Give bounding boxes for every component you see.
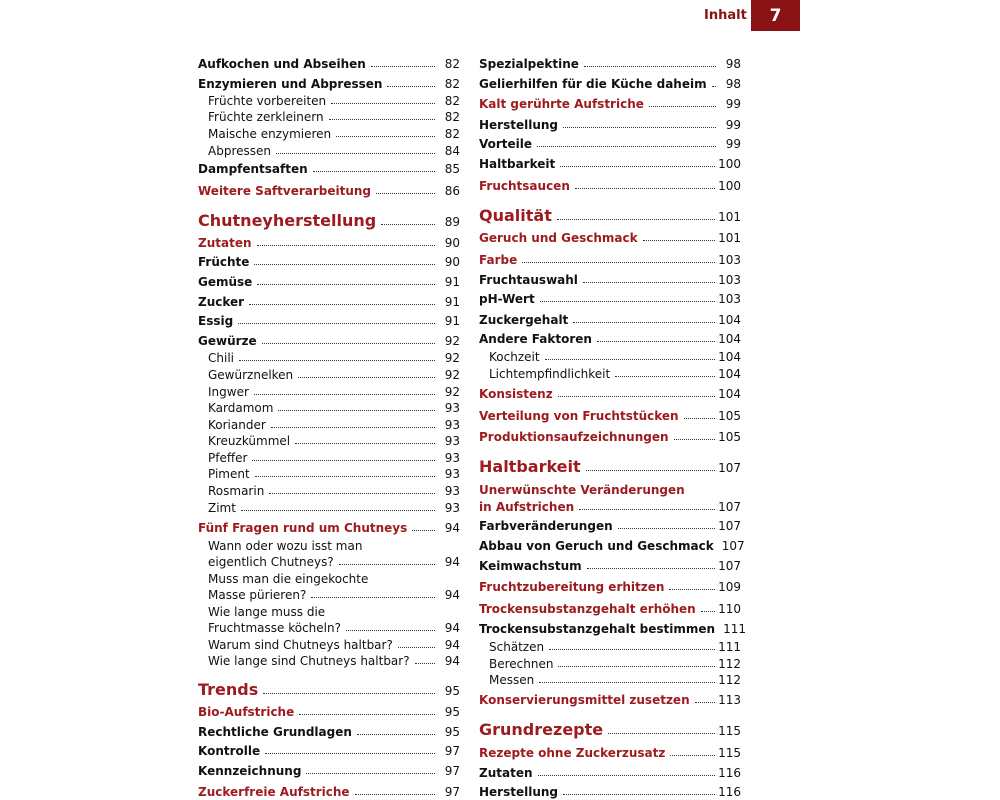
dot-leader	[540, 301, 715, 302]
toc-entry-title: Messen	[489, 673, 535, 687]
toc-entry-page: 100	[718, 157, 741, 171]
toc-entry-page: 94	[444, 638, 460, 652]
toc-entry-page: 95	[444, 725, 460, 739]
toc-entry-page: 93	[444, 418, 460, 432]
dot-leader	[545, 359, 716, 360]
dot-leader	[608, 733, 715, 734]
toc-entry-fruchtsaucen	[479, 180, 741, 192]
toc-entry-page: 107	[718, 461, 741, 475]
toc-entry-page: 94	[444, 588, 460, 602]
dot-leader	[618, 528, 715, 529]
toc-entry-page: 110	[718, 602, 741, 616]
toc-entry-title: Haltbarkeit	[479, 457, 581, 476]
toc-entry-gelierhilfen-fur-die-kuche-daheim	[479, 78, 741, 90]
toc-entry-title: Fruchtzubereitung erhitzen	[479, 580, 665, 594]
toc-entry-konservierungsmittel-zusetzen	[479, 694, 741, 706]
toc-entry-vorteile	[479, 138, 741, 150]
toc-entry-title: Andere Faktoren	[479, 332, 592, 346]
dot-leader	[575, 188, 715, 189]
toc-entry-page: 97	[444, 785, 460, 799]
toc-entry-page: 98	[725, 57, 741, 71]
toc-entry-title: Trockensubstanzgehalt bestimmen	[479, 622, 716, 636]
toc-entry-title: Trends	[198, 680, 259, 699]
toc-entry-page: 104	[718, 367, 741, 381]
toc-entry-page: 113	[718, 693, 741, 707]
toc-entry-page: 105	[718, 409, 741, 423]
toc-entry-page: 94	[444, 654, 460, 668]
toc-entry-page: 92	[444, 368, 460, 382]
toc-entry-konsistenz	[479, 388, 741, 400]
toc-entry-page: 104	[718, 350, 741, 364]
toc-entry-schatzen	[489, 641, 741, 653]
toc-entry-produktionsaufzeichnungen	[479, 431, 741, 443]
toc-entry-title: Kreuzkümmel	[208, 434, 291, 448]
toc-entry-page: 111	[723, 622, 746, 636]
toc-entry-page: 93	[444, 451, 460, 465]
toc-entry-page: 107	[718, 500, 741, 514]
toc-entry-title: Kontrolle	[198, 744, 261, 758]
toc-entry-title: Qualität	[479, 206, 552, 225]
toc-entry-page: 103	[718, 273, 741, 287]
toc-entry-title: Fünf Fragen rund um Chutneys	[198, 521, 408, 535]
toc-entry-title: Wie lange sind Chutneys haltbar?	[208, 654, 410, 668]
toc-entry-page: 98	[725, 77, 741, 91]
toc-entry-trockensubstanzgehalt-erhohen	[479, 603, 741, 615]
toc-entry-title: Zutaten	[479, 766, 533, 780]
toc-entry-page: 93	[444, 484, 460, 498]
toc-entry-title: Berechnen	[489, 657, 554, 671]
toc-entry-page: 103	[718, 292, 741, 306]
toc-entry-haltbarkeit	[479, 158, 741, 170]
toc-entry-title: Unerwünschte Veränderungen	[479, 483, 685, 497]
dot-leader	[586, 470, 715, 471]
toc-entry-page: 115	[718, 746, 741, 760]
toc-entry-title: Piment	[208, 467, 250, 481]
toc-entry-page: 94	[444, 621, 460, 635]
toc-entry-page: 104	[718, 313, 741, 327]
toc-entry-zuckergehalt	[479, 314, 741, 326]
toc-entry-page: 101	[718, 210, 741, 224]
toc-entry-page: 97	[444, 764, 460, 778]
toc-entry-title: Fruchtmasse köcheln?	[208, 621, 341, 635]
toc-entry-title: Wie lange muss die	[208, 605, 326, 619]
toc-entry-title: Konsistenz	[479, 387, 553, 401]
toc-entry-title: Gelierhilfen für die Küche daheim	[479, 77, 707, 91]
dot-leader	[695, 702, 715, 703]
toc-entry-page: 92	[444, 385, 460, 399]
toc-entry-title: Produktionsaufzeichnungen	[479, 430, 669, 444]
dot-leader	[563, 127, 716, 128]
toc-entry-page: 94	[444, 521, 460, 535]
toc-entry-title: Grundrezepte	[479, 720, 604, 739]
dot-leader	[549, 649, 715, 650]
toc-entry-page: 99	[725, 137, 741, 151]
toc-entry-title: Vorteile	[479, 137, 533, 151]
toc-entry-messen	[489, 674, 741, 686]
toc-entry-page: 82	[444, 77, 460, 91]
toc-entry-page: 99	[725, 97, 741, 111]
dot-leader	[669, 589, 715, 590]
toc-entry-page: 91	[444, 295, 460, 309]
dot-leader	[587, 568, 715, 569]
toc-entry-page: 101	[718, 231, 741, 245]
toc-entry-page: 104	[718, 387, 741, 401]
dot-leader	[563, 794, 715, 795]
toc-entry-page: 82	[444, 110, 460, 124]
toc-entry-title: Kalt gerührte Aufstriche	[479, 97, 644, 111]
toc-entry-title: Konservierungsmittel zusetzen	[479, 693, 690, 707]
toc-entry-fruchtauswahl	[479, 274, 741, 286]
toc-entry-page: 104	[718, 332, 741, 346]
toc-entry-lichtempfindlichkeit	[489, 368, 741, 380]
toc-entry-page: 99	[725, 118, 741, 132]
toc-entry-page: 115	[718, 724, 741, 738]
toc-entry-qualitat	[479, 208, 741, 224]
dot-leader	[701, 611, 715, 612]
toc-entry-page: 85	[444, 162, 460, 176]
toc-entry-title: Herstellung	[479, 118, 559, 132]
toc-entry-title: Abpressen	[208, 144, 271, 158]
dot-leader	[615, 376, 715, 377]
toc-entry-title: Früchte vorbereiten	[208, 94, 327, 108]
toc-entry-herstellung	[479, 786, 741, 798]
toc-entry-page: 92	[444, 334, 460, 348]
toc-entry-title: Pfeffer	[208, 451, 248, 465]
toc-entry-title: Dampfentsaften	[198, 162, 308, 176]
toc-entry-title: Farbveränderungen	[479, 519, 613, 533]
toc-entry-page: 82	[444, 127, 460, 141]
toc-entry-berechnen	[489, 658, 741, 670]
toc-entry-page: 93	[444, 467, 460, 481]
toc-entry-title: Kardamom	[208, 401, 274, 415]
toc-entry-page: 94	[444, 555, 460, 569]
toc-entry-title: Gewürze	[198, 334, 257, 348]
toc-entry-andere-faktoren	[479, 333, 741, 345]
toc-entry-title: Warum sind Chutneys haltbar?	[208, 638, 393, 652]
toc-entry-title: Chili	[208, 351, 234, 365]
toc-entry-title: Enzymieren und Abpressen	[198, 77, 383, 91]
toc-entry-title: Spezialpektine	[479, 57, 579, 71]
dot-leader	[522, 262, 715, 263]
toc-entry-title: Zuckerfreie Aufstriche	[198, 785, 350, 799]
dot-leader	[537, 146, 716, 147]
toc-entry-page: 112	[718, 673, 741, 687]
toc-entry-title: Früchte	[198, 255, 250, 269]
toc-entry-geruch-und-geschmack	[479, 232, 741, 244]
toc-entry-page: 105	[718, 430, 741, 444]
toc-entry-title: Rezepte ohne Zuckerzusatz	[479, 746, 666, 760]
toc-entry-page: 82	[444, 57, 460, 71]
dot-leader	[538, 775, 716, 776]
toc-entry-title: Kochzeit	[489, 350, 540, 364]
toc-entry-page: 116	[718, 766, 741, 780]
toc-entry-spezialpektine	[479, 58, 741, 70]
toc-entry-title: Aufkochen und Abseihen	[198, 57, 366, 71]
toc-entry-title: eigentlich Chutneys?	[208, 555, 334, 569]
toc-entry-page: 82	[444, 94, 460, 108]
dot-leader	[573, 322, 715, 323]
dot-leader	[560, 166, 715, 167]
toc-entry-title: Masse pürieren?	[208, 588, 307, 602]
toc-entry-title: Geruch und Geschmack	[479, 231, 638, 245]
toc-entry-page: 116	[718, 785, 741, 799]
toc-entry-title: Muss man die eingekochte	[208, 572, 369, 586]
toc-entry-page: 89	[444, 215, 460, 229]
toc-entry-title: Gemüse	[198, 275, 253, 289]
toc-entry-title: Ingwer	[208, 385, 249, 399]
toc-entry-page: 95	[444, 684, 460, 698]
toc-entry-title: Zimt	[208, 501, 236, 515]
toc-entry-page: 93	[444, 401, 460, 415]
toc-entry-page: 109	[718, 580, 741, 594]
toc-entry-unerwunschte-veranderungen	[479, 484, 741, 496]
toc-entry-title: Früchte zerkleinern	[208, 110, 324, 124]
toc-entry-page: 93	[444, 434, 460, 448]
toc-entry-zutaten	[479, 767, 741, 779]
dot-leader	[583, 282, 715, 283]
toc-entry-title: Verteilung von Fruchtstücken	[479, 409, 679, 423]
toc-entry-page: 90	[444, 236, 460, 250]
toc-entry-title: Keimwachstum	[479, 559, 582, 573]
toc-entry-page: 111	[718, 640, 741, 654]
toc-entry-grundrezepte	[479, 722, 741, 738]
toc-entry-title: Herstellung	[479, 785, 559, 799]
toc-entry-page: 92	[444, 351, 460, 365]
toc-entry-title: in Aufstrichen	[479, 500, 575, 514]
toc-entry-page: 93	[444, 501, 460, 515]
toc-entry-title: Zuckergehalt	[479, 313, 569, 327]
dot-leader	[649, 106, 716, 107]
toc-entry-in-aufstrichen	[479, 501, 741, 513]
toc-entry-farbveranderungen	[479, 520, 741, 532]
toc-entry-page: 107	[721, 539, 745, 553]
toc-entry-title: Koriander	[208, 418, 266, 432]
toc-entry-page: 107	[718, 519, 741, 533]
toc-entry-title: Lichtempfindlichkeit	[489, 367, 611, 381]
toc-entry-title: Wann oder wozu isst man	[208, 539, 363, 553]
toc-entry-title: pH-Wert	[479, 292, 535, 306]
toc-entry-page: 95	[444, 705, 460, 719]
dot-leader	[684, 418, 716, 419]
toc-entry-page: 97	[444, 744, 460, 758]
toc-entry-rezepte-ohne-zuckerzusatz	[479, 747, 741, 759]
toc-entry-page: 112	[718, 657, 741, 671]
toc-entry-title: Zutaten	[198, 236, 252, 250]
toc-entry-fruchtzubereitung-erhitzen	[479, 581, 741, 593]
toc-entry-page: 91	[444, 314, 460, 328]
toc-entry-title: Kennzeichnung	[198, 764, 302, 778]
toc-entry-trockensubstanzgehalt-bestimmen	[479, 622, 746, 636]
toc-entry-page: 91	[444, 275, 460, 289]
toc-entry-herstellung	[479, 119, 741, 131]
toc-entry-title: Farbe	[479, 253, 518, 267]
toc-entry-farbe	[479, 254, 741, 266]
dot-leader	[584, 66, 716, 67]
toc-entry-title: Weitere Saftverarbeitung	[198, 184, 372, 198]
dot-leader	[674, 439, 716, 440]
dot-leader	[579, 509, 715, 510]
toc-entry-kalt-geruhrte-aufstriche	[479, 98, 741, 110]
toc-entry-title: Schätzen	[489, 640, 545, 654]
dot-leader	[597, 341, 715, 342]
toc-entry-title: Abbau von Geruch und Geschmack	[479, 539, 714, 553]
dot-leader	[558, 396, 715, 397]
dot-leader	[539, 682, 715, 683]
toc-entry-page: 103	[718, 253, 741, 267]
dot-leader	[670, 755, 715, 756]
toc-entry-title: Rechtliche Grundlagen	[198, 725, 352, 739]
toc-entry-title: Haltbarkeit	[479, 157, 556, 171]
toc-entry-title: Rosmarin	[208, 484, 265, 498]
dot-leader	[712, 86, 716, 87]
page-number: 7	[751, 0, 800, 31]
running-header-title: Inhalt	[704, 8, 747, 23]
dot-leader	[558, 666, 715, 667]
toc-entry-page: 100	[718, 179, 741, 193]
toc-entry-page: 86	[444, 184, 460, 198]
toc-entry-page: 84	[444, 144, 460, 158]
toc-entry-title: Zucker	[198, 295, 245, 309]
toc-entry-ph-wert	[479, 293, 741, 305]
toc-entry-kochzeit	[489, 351, 741, 363]
dot-leader	[557, 219, 715, 220]
toc-entry-title: Fruchtauswahl	[479, 273, 578, 287]
toc-entry-title: Essig	[198, 314, 234, 328]
toc-entry-title: Trockensubstanzgehalt erhöhen	[479, 602, 696, 616]
toc-entry-title: Bio-Aufstriche	[198, 705, 295, 719]
toc-entry-title: Maische enzymieren	[208, 127, 332, 141]
toc-entry-page: 107	[718, 559, 741, 573]
toc-entry-title: Fruchtsaucen	[479, 179, 570, 193]
toc-entry-haltbarkeit	[479, 459, 741, 475]
toc-entry-keimwachstum	[479, 560, 741, 572]
toc-entry-title: Gewürznelken	[208, 368, 294, 382]
toc-entry-page: 90	[444, 255, 460, 269]
toc-entry-abbau-von-geruch-und-geschmack	[479, 539, 745, 553]
dot-leader	[643, 240, 715, 241]
toc-entry-title: Chutneyherstellung	[198, 211, 377, 230]
toc-entry-verteilung-von-fruchtstucken	[479, 410, 741, 422]
